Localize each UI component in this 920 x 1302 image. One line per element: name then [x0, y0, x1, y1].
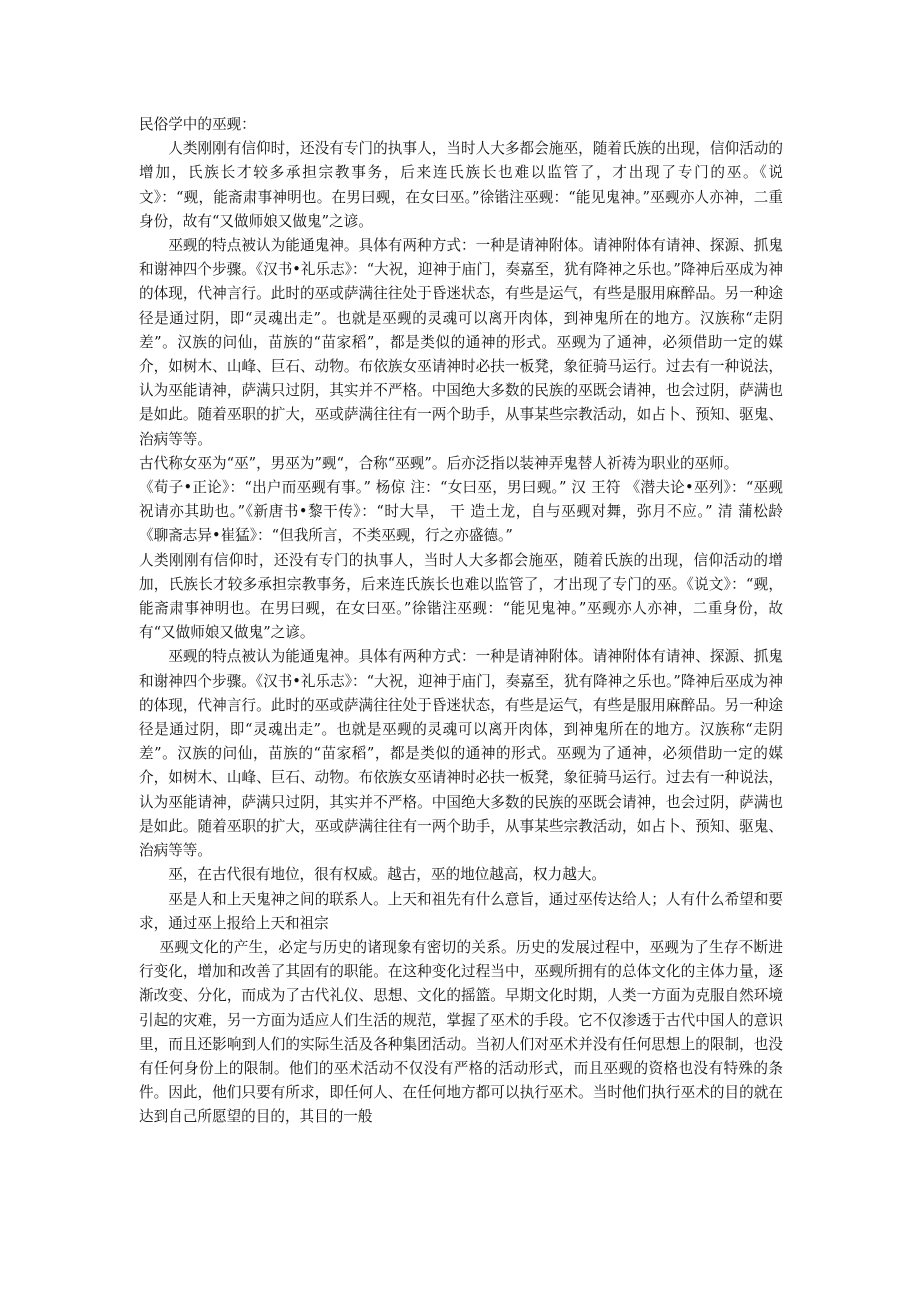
paragraph-communication-repeat: 巫觋的特点被认为能通鬼神。具体有两种方式：一种是请神附体。请神附体有请神、探源、抓鬼和谢神四个步骤。《汉书•礼乐志》：“大祝，迎神于庙门，奏嘉至，犹有降神之乐也。”降神后巫成为神的体现，代神言行。此时的巫或萨满往往处于昏迷状态，有些是运气，有些是服用麻醉品。另一种途径是通过阴，即“灵魂出走”。也就是巫觋的灵魂可以离开肉体，到神鬼所在的地方。汉族称“走阴差”。汉族的问仙，苗族的“苗家稻”，都是类似的通神的形式。巫觋为了通神，必须借助一定的媒介，如树木、山峰、巨石、动物。布依族女巫请神时必扶一板凳，象征骑马运行。过去有一种说法，认为巫能请神，萨满只过阴，其实并不严格。中国绝大多数的民族的巫既会请神，也会过阴，萨满也是如此。随着巫职的扩大，巫或萨满往往有一两个助手，从事某些宗教活动，如占卜、预知、驱鬼、治病等等。 — [139, 648, 783, 860]
paragraph-culture: 巫觋文化的产生，必定与历史的诸现象有密切的关系。历史的发展过程中，巫觋为了生存不断进行变化，增加和改善了其固有的职能。在这种变化过程当中，巫觋所拥有的总体文化的主体力量，逐渐改变、分化，而成为了古代礼仪、思想、文化的摇篮。早期文化时期，人类一方面为克服自然环境引起的灾难，另一方面为适应人们生活的规范，掌握了巫术的手段。它不仅渗透于古代中国人的意识里，而且还影响到人们的实际生活及各种集团活动。当初人们对巫术并没有任何思想上的限制，也没有任何身份上的限制。他们的巫术活动不仅没有严格的活动形式，而且巫觋的资格也没有特殊的条件。因此，他们只要有所求，即任何人、在任何地方都可以执行巫术。当时他们执行巫术的目的就在达到自己所愿望的目的，其目的一般 — [139, 938, 783, 1126]
document-page — [139, 113, 783, 1130]
paragraph-definition: 古代称女巫为“巫”，男巫为”觋“，合称“巫觋”。后亦泛指以装神弄鬼替人祈祷为职业的巫师。 — [139, 454, 739, 472]
paragraph-origin: 人类刚刚有信仰时，还没有专门的执事人，当时人大多都会施巫，随着氏族的出现，信仰活动的增加，氏族长才较多承担宗教事务，后来连氏族长也难以监管了，才出现了专门的巫。《说文》：“觋，能斋肃事神明也。在男曰觋，在女曰巫。”徐锴注巫觋：“能见鬼神。”巫觋亦人亦神，二重身份，故有“又做师娘又做鬼”之谚。 — [139, 140, 783, 230]
paragraph-citations: 《荀子•正论》：“出户而巫觋有事。” 杨倞 注：“女曰巫，男曰觋。” 汉 王符 《潜夫论•巫列》：“巫觋祝请亦其助也。”《新唐书•黎干传》：“时大旱， 干 造土龙，自与巫觋对舞，弥月不应。” 清 蒲松龄 《聊斋志异•崔猛》：“但我所言，不类巫觋，行之亦盛德。” — [139, 479, 783, 545]
document-title: 民俗学中的巫觋： — [139, 116, 256, 133]
paragraph-intermediary: 巫是人和上天鬼神之间的联系人。上天和祖先有什么意旨，通过巫传达给人；人有什么希望和要求，通过巫上报给上天和祖宗 — [139, 890, 783, 932]
paragraph-status: 巫，在古代很有地位，很有权威。越古，巫的地位越高，权力越大。 — [168, 866, 607, 884]
paragraph-communication: 巫觋的特点被认为能通鬼神。具体有两种方式：一种是请神附体。请神附体有请神、探源、抓鬼和谢神四个步骤。《汉书•礼乐志》：“大祝，迎神于庙门，奏嘉至，犹有降神之乐也。”降神后巫成为神的体现，代神言行。此时的巫或萨满往往处于昏迷状态，有些是运气，有些是服用麻醉品。另一种途径是通过阴，即“灵魂出走”。也就是巫觋的灵魂可以离开肉体，到神鬼所在的地方。汉族称“走阴差”。汉族的问仙，苗族的“苗家稻”，都是类似的通神的形式。巫觋为了通神，必须借助一定的媒介，如树木、山峰、巨石、动物。布依族女巫请神时必扶一板凳，象征骑马运行。过去有一种说法，认为巫能请神，萨满只过阴，其实并不严格。中国绝大多数的民族的巫既会请神，也会过阴，萨满也是如此。随着巫职的扩大，巫或萨满往往有一两个助手，从事某些宗教活动，如占卜、预知、驱鬼、治病等等。 — [139, 237, 783, 448]
paragraph-origin-repeat: 人类刚刚有信仰时，还没有专门的执事人，当时人大多都会施巫，随着氏族的出现，信仰活动的增加，氏族长才较多承担宗教事务，后来连氏族长也难以监管了，才出现了专门的巫。《说文》：“觋，能斋肃事神明也。在男曰觋，在女曰巫。”徐锴注巫觋：“能见鬼神。”巫觋亦人亦神，二重身份，故有“又做师娘又做鬼”之谚。 — [139, 551, 783, 642]
